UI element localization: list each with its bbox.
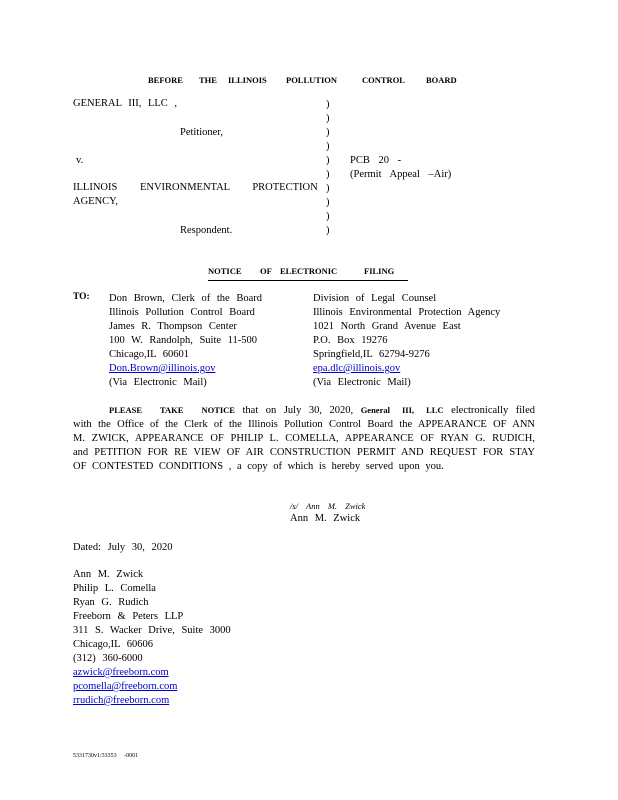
counsel-block bbox=[73, 568, 231, 708]
addressee-left bbox=[109, 292, 262, 390]
notice-paragraph bbox=[73, 403, 535, 474]
title-word: ILLINOIS bbox=[228, 75, 267, 85]
title-word: THE bbox=[199, 75, 217, 85]
addressee-line: Division of Legal Counsel bbox=[313, 293, 437, 304]
paren: ) bbox=[326, 99, 330, 110]
title-word: CONTROL bbox=[362, 75, 405, 85]
email-link[interactable]: azwick@freeborn.com bbox=[73, 667, 169, 678]
dated-line: Dated: July 30, 2020 bbox=[73, 542, 173, 553]
title-word: BEFORE bbox=[148, 75, 183, 85]
counsel-line: Freeborn & Peters LLP bbox=[73, 611, 184, 622]
respondent-name-line1: ILLINOIS ENVIRONMENTAL PROTECTION bbox=[73, 182, 318, 193]
paren: ) bbox=[326, 155, 330, 166]
addressee-line: Illinois Pollution Control Board bbox=[109, 307, 255, 318]
notice-title-word: FILING bbox=[364, 266, 395, 276]
paren: ) bbox=[326, 197, 330, 208]
to-label: TO: bbox=[73, 292, 90, 302]
document-code: 5331730v1/33353 -0001 bbox=[73, 753, 139, 759]
notice-text: electronically filed with the Office of the Clerk of the Illinois Pollution Control Board the APPEARANCE OF ANN M. ZWICK, APPEARANCE OF PHILIP L. COMELLA, APPEARANCE OF RYAN G. RUDICH, and PETITION FOR RE VIEW OF AIR CONSTRUCTION PERMIT AND REQUEST FOR STAY OF CONTESTED CONDITIONS , a copy of which is hereby served upon you. bbox=[73, 405, 536, 472]
addressee-line: Springfield,IL 62794-9276 bbox=[313, 349, 430, 360]
addressee-line: 1021 North Grand Avenue East bbox=[313, 321, 461, 332]
signer-name: Ann M. Zwick bbox=[290, 513, 361, 524]
paren: ) bbox=[326, 127, 330, 138]
notice-title-word: NOTICE bbox=[208, 266, 242, 276]
case-type: (Permit Appeal –Air) bbox=[350, 169, 452, 180]
respondent-name-line2: AGENCY, bbox=[73, 196, 119, 207]
paren: ) bbox=[326, 211, 330, 222]
paren: ) bbox=[326, 113, 330, 124]
notice-title-word: OF bbox=[260, 266, 272, 276]
email-link[interactable]: pcomella@freeborn.com bbox=[73, 681, 178, 692]
addressee-line: 100 W. Randolph, Suite 11-500 bbox=[109, 335, 258, 346]
counsel-line: Ann M. Zwick bbox=[73, 569, 144, 580]
e-signature: /s/ Ann M. Zwick bbox=[290, 501, 366, 511]
respondent-role: Respondent. bbox=[180, 225, 233, 236]
notice-text: that on July 30, 2020, bbox=[234, 405, 361, 416]
addressee-line: Illinois Environmental Protection Agency bbox=[313, 307, 501, 318]
counsel-line: Philip L. Comella bbox=[73, 583, 156, 594]
addressee-line: (Via Electronic Mail) bbox=[313, 377, 411, 388]
paren: ) bbox=[326, 183, 330, 194]
addressee-line: James R. Thompson Center bbox=[109, 321, 237, 332]
notice-party: General III, LLC bbox=[360, 405, 444, 415]
title-word: POLLUTION bbox=[286, 75, 338, 85]
title-word: BOARD bbox=[426, 75, 457, 85]
addressee-line: Don Brown, Clerk of the Board bbox=[109, 293, 262, 304]
addressee-right bbox=[313, 292, 500, 390]
counsel-line: Chicago,IL 60606 bbox=[73, 639, 154, 650]
petitioner-role: Petitioner, bbox=[180, 127, 224, 138]
versus-label: v. bbox=[76, 155, 84, 166]
email-link[interactable]: Don.Brown@illinois.gov bbox=[109, 363, 216, 374]
counsel-line: Ryan G. Rudich bbox=[73, 597, 149, 608]
counsel-line: 311 S. Wacker Drive, Suite 3000 bbox=[73, 625, 231, 636]
notice-lead: PLEASE TAKE NOTICE bbox=[109, 405, 235, 415]
case-number: PCB 20 - bbox=[350, 155, 402, 166]
notice-title bbox=[208, 266, 408, 281]
paren: ) bbox=[326, 225, 330, 236]
paren: ) bbox=[326, 169, 330, 180]
paren: ) bbox=[326, 141, 330, 152]
notice-title-word: ELECTRONIC bbox=[280, 266, 338, 276]
petitioner-name: GENERAL III, LLC , bbox=[73, 98, 178, 109]
email-link[interactable]: epa.dlc@illinois.gov bbox=[313, 363, 401, 374]
addressee-line: P.O. Box 19276 bbox=[313, 335, 388, 346]
addressee-line: Chicago,IL 60601 bbox=[109, 349, 190, 360]
email-link[interactable]: rrudich@freeborn.com bbox=[73, 695, 170, 706]
addressee-line: (Via Electronic Mail) bbox=[109, 377, 207, 388]
counsel-line: (312) 360-6000 bbox=[73, 653, 143, 664]
